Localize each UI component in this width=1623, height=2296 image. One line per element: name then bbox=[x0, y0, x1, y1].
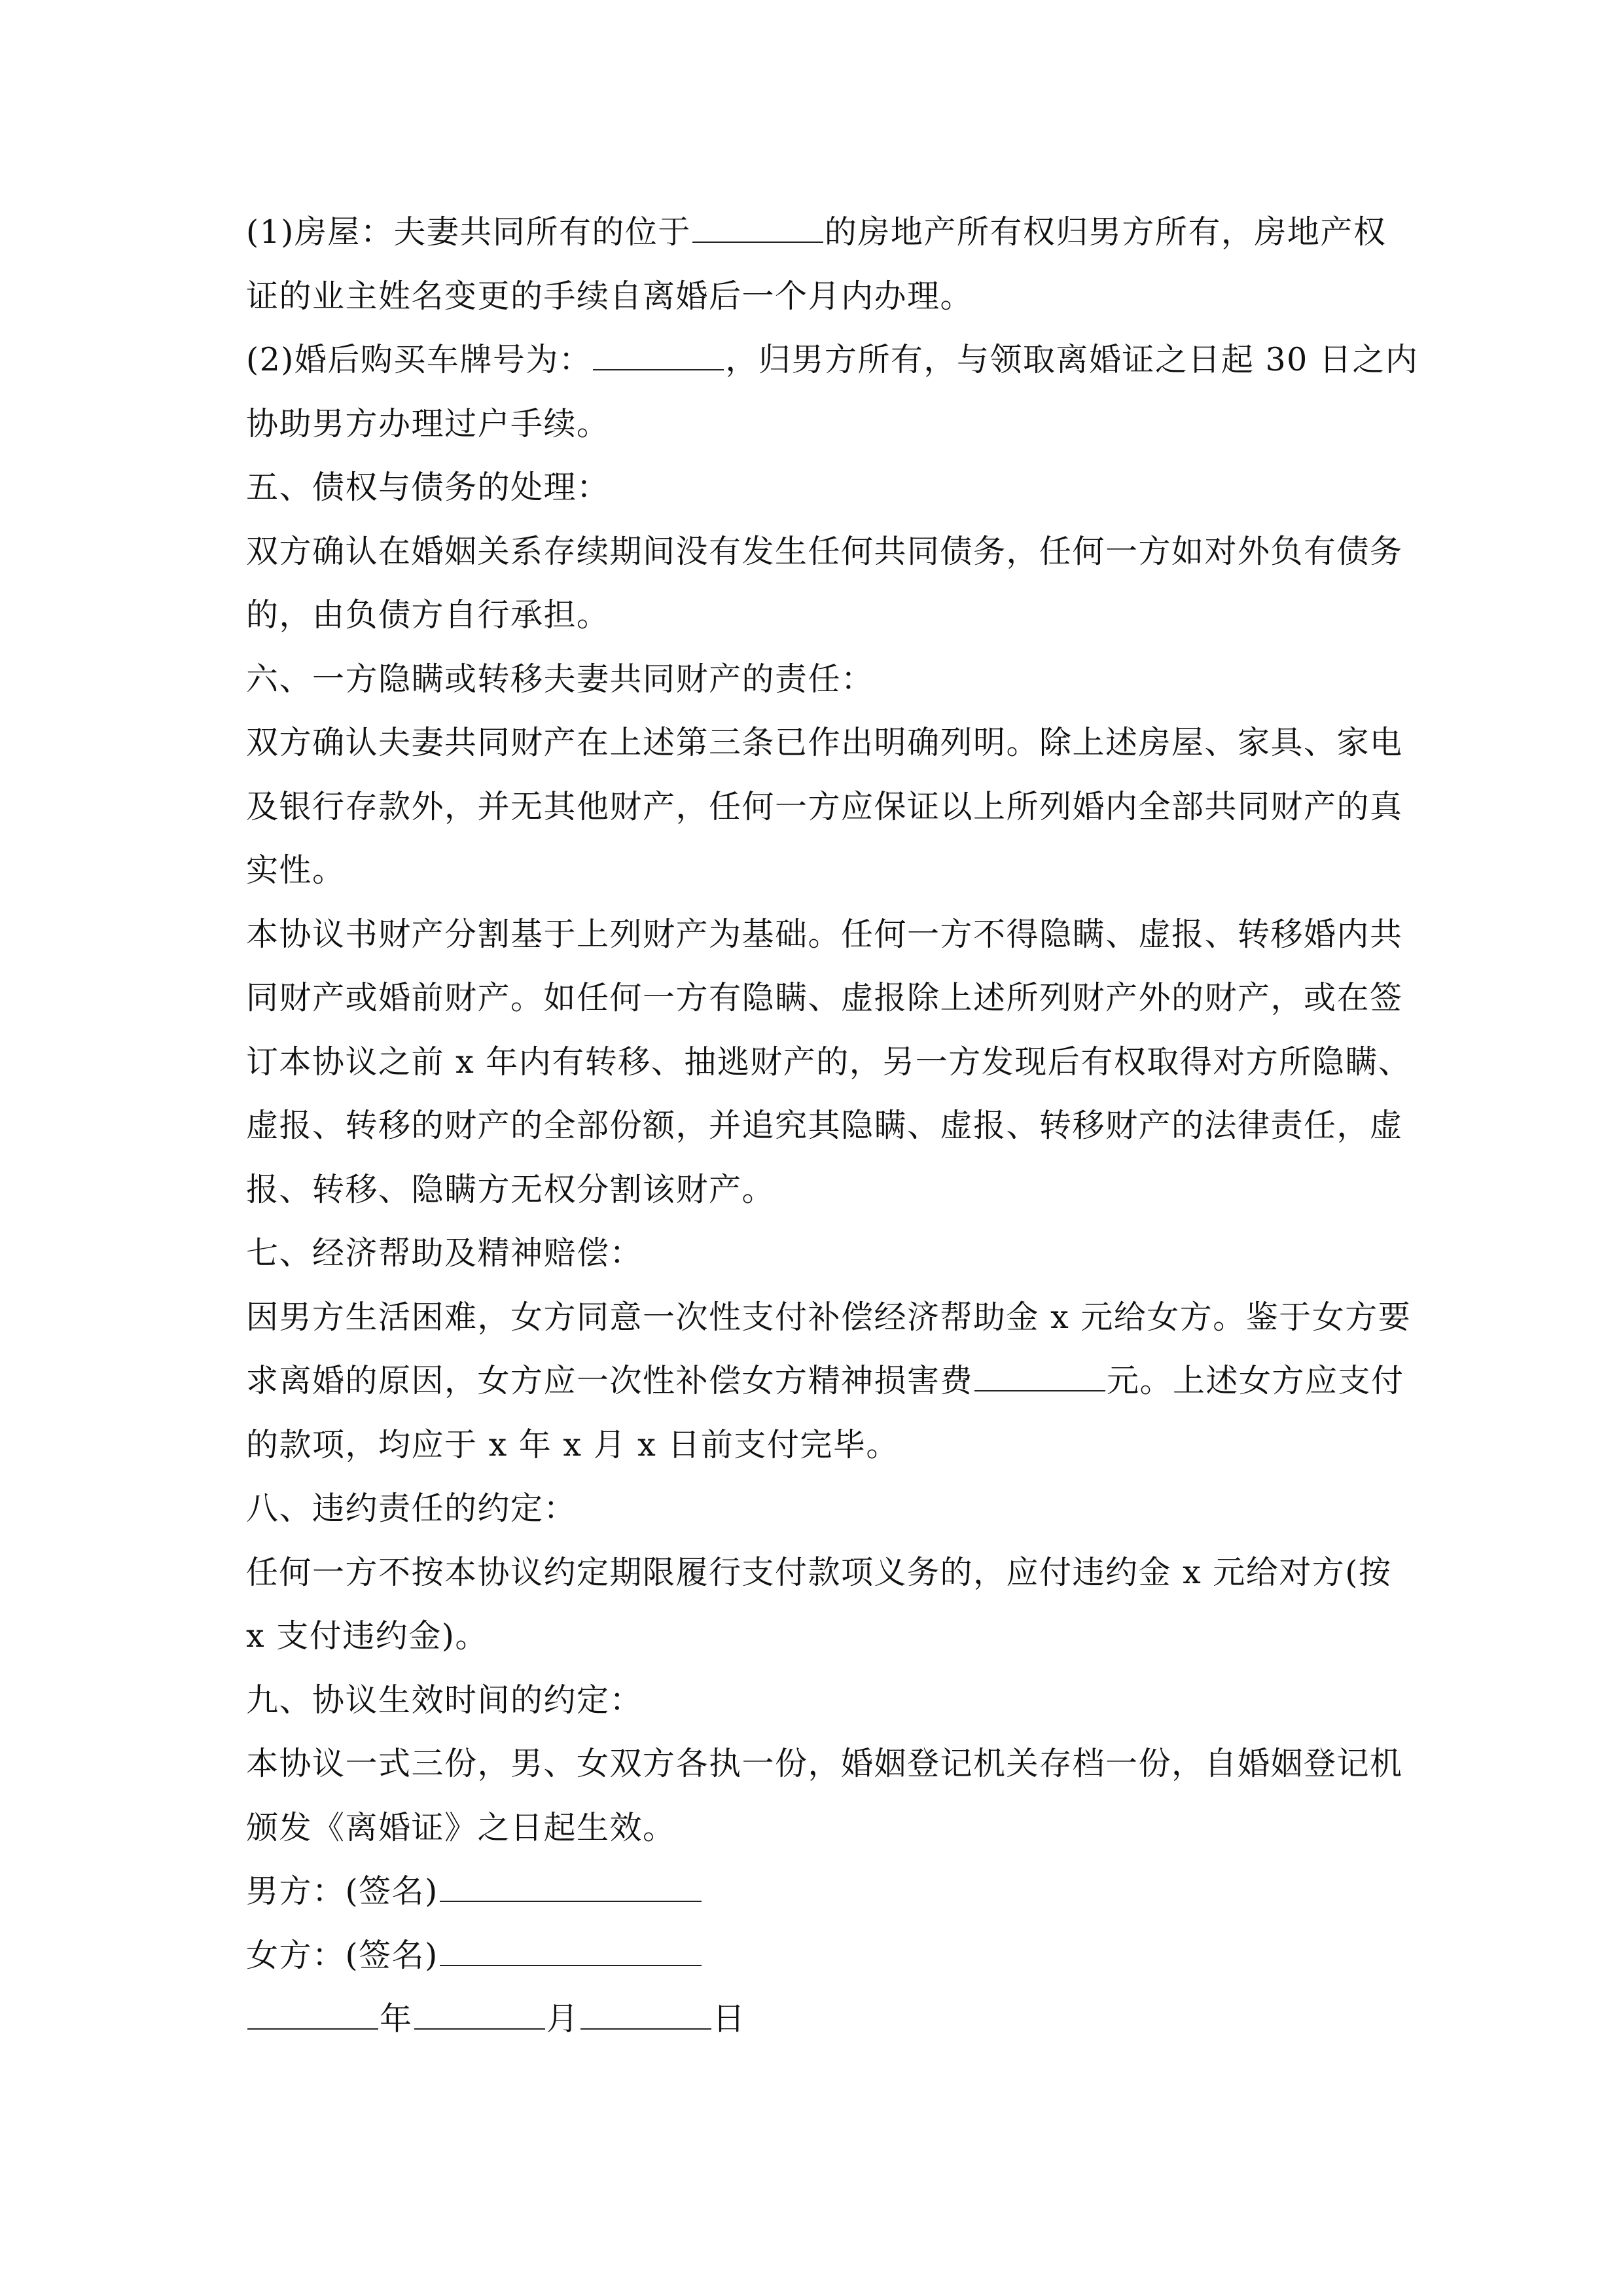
paragraph-line: 颁发《离婚证》之日起生效。 bbox=[246, 1808, 676, 1846]
section-heading-5: 五、债权与债务的处理： bbox=[246, 469, 610, 506]
paragraph-line: 协助男方办理过户手续。 bbox=[246, 404, 610, 442]
year-blank bbox=[247, 1997, 378, 2030]
paragraph-line: 因男方生活困难，女方同意一次性支付补偿经济帮助金 x 元给女方。鉴于女方要 bbox=[246, 1298, 1412, 1336]
paragraph-line: 虚报、转移的财产的全部份额，并追究其隐瞒、虚报、转移财产的法律责任，虚 bbox=[246, 1107, 1403, 1144]
section-heading-6: 六、一方隐瞒或转移夫妻共同财产的责任： bbox=[246, 660, 874, 698]
car-plate-blank bbox=[593, 338, 724, 370]
paragraph-line: 订本协议之前 x 年内有转移、抽逃财产的，另一方发现后有权取得对方所隐瞒、 bbox=[246, 1043, 1412, 1081]
female-signature-blank bbox=[440, 1933, 702, 1966]
paragraph-line: x 支付违约金)。 bbox=[246, 1617, 488, 1655]
house-location-blank bbox=[692, 210, 823, 243]
paragraph-line: 报、转移、隐瞒方无权分割该财产。 bbox=[246, 1170, 776, 1208]
female-signature-line: 女方：(签名) bbox=[246, 1924, 1385, 1988]
paragraph-line: 实性。 bbox=[246, 852, 346, 889]
paragraph-line: 的，由负债方自行承担。 bbox=[246, 596, 610, 634]
paragraph-line: 及银行存款外，并无其他财产，任何一方应保证以上所列婚内全部共同财产的真 bbox=[246, 787, 1403, 825]
line-car: (2)婚后购买车牌号为： ，归男方所有，与领取离婚证之日起 30 日之内 bbox=[246, 328, 1385, 392]
male-signature-line: 男方：(签名) bbox=[246, 1859, 1385, 1924]
paragraph-line: 的款项，均应于 x 年 x 月 x 日前支付完毕。 bbox=[246, 1426, 899, 1463]
paragraph-line: 任何一方不按本协议约定期限履行支付款项义务的，应付违约金 x 元给对方(按 bbox=[246, 1553, 1392, 1591]
date-line: 年 月 日 bbox=[246, 1987, 1385, 2051]
male-signature-blank bbox=[440, 1869, 702, 1902]
paragraph-line: 同财产或婚前财产。如任何一方有隐瞒、虚报除上述所列财产外的财产，或在签 bbox=[246, 979, 1403, 1016]
paragraph-line: 本协议书财产分割基于上列财产为基础。任何一方不得隐瞒、虚报、转移婚内共 bbox=[246, 915, 1403, 953]
paragraph-line: 双方确认夫妻共同财产在上述第三条已作出明确列明。除上述房屋、家具、家电 bbox=[246, 724, 1403, 761]
section-heading-9: 九、协议生效时间的约定： bbox=[246, 1681, 643, 1719]
paragraph-line: 本协议一式三份，男、女双方各执一份，婚姻登记机关存档一份，自婚姻登记机 bbox=[246, 1745, 1403, 1782]
line-compensation: 求离婚的原因，女方应一次性补偿女方精神损害费 元。上述女方应支付 bbox=[246, 1349, 1385, 1413]
day-blank bbox=[580, 1997, 711, 2030]
compensation-amount-blank bbox=[974, 1359, 1105, 1391]
month-blank bbox=[414, 1997, 545, 2030]
section-heading-8: 八、违约责任的约定： bbox=[246, 1490, 577, 1527]
section-heading-7: 七、经济帮助及精神赔偿： bbox=[246, 1234, 643, 1272]
document-page bbox=[246, 200, 1419, 2051]
paragraph-line: 双方确认在婚姻关系存续期间没有发生任何共同债务，任何一方如对外负有债务 bbox=[246, 532, 1403, 570]
line-house: (1)房屋：夫妻共同所有的位于 的房地产所有权归男方所有，房地产权 bbox=[246, 200, 1385, 264]
paragraph-line: 证的业主姓名变更的手续自离婚后一个月内办理。 bbox=[246, 277, 974, 315]
